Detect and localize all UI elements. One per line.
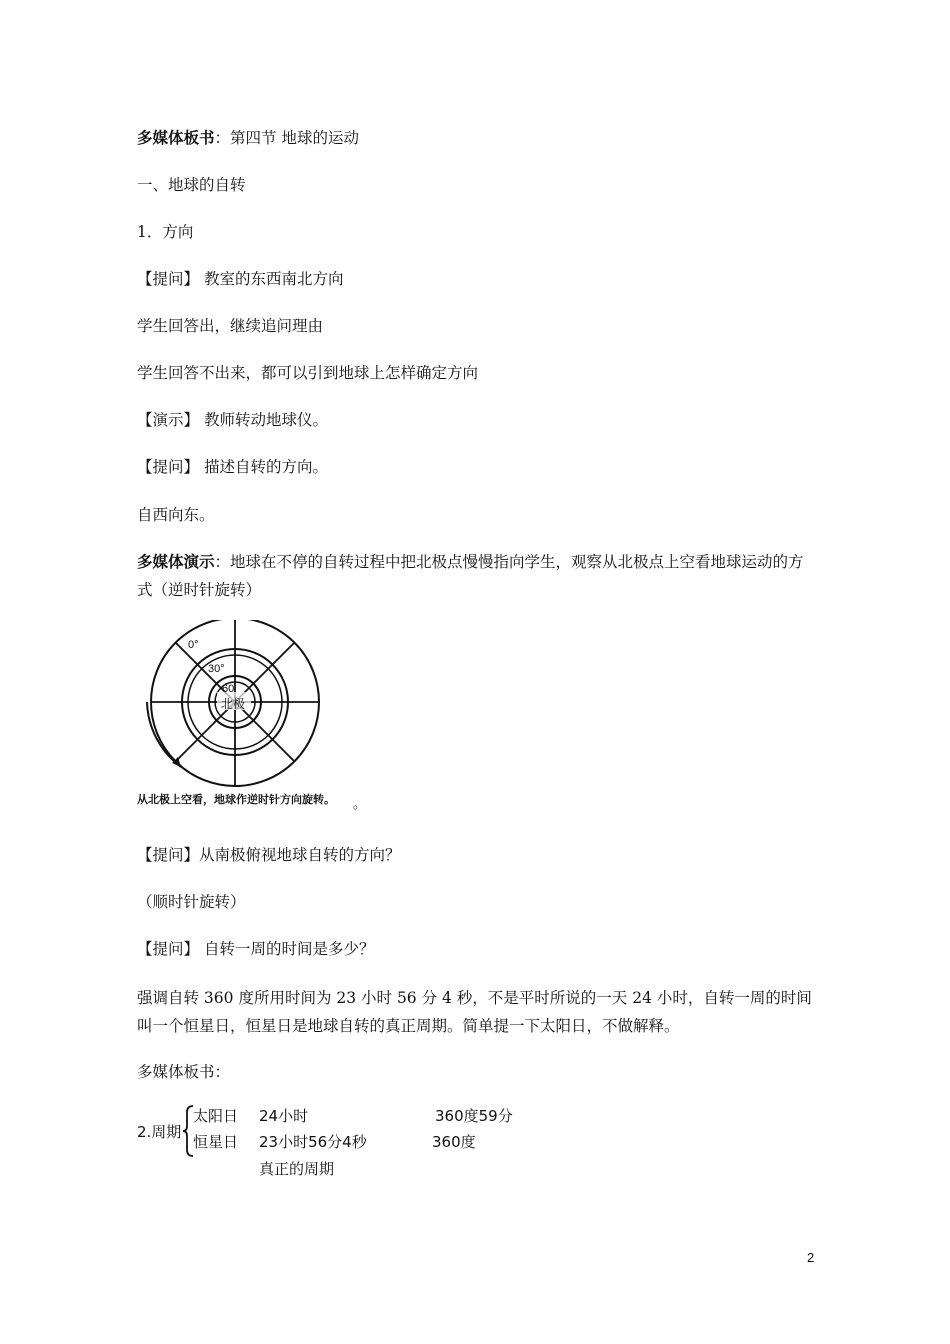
caption-period: 。 <box>353 797 367 812</box>
paragraph-3: 强调自转 360 度所用时间为 23 小时 56 分 4 秒，不是平时所说的一天 24 小时，自转一周的时间叫一个恒星日，恒星日是地球自转的真正周期。简单提一下太阳日，不做解释。 <box>137 989 812 1035</box>
demo-tag: 【演示】 <box>137 411 200 429</box>
period-label: 2.周期 <box>137 1123 182 1141</box>
pole-label: 北极 <box>221 697 246 711</box>
question-tag: 【提问】 <box>137 846 200 864</box>
paragraph-1: 学生回答出，继续追问理由 <box>137 317 324 335</box>
solar-day-label: 太阳日 <box>193 1107 239 1125</box>
true-period-note: 真正的周期 <box>259 1160 335 1178</box>
demo-colon: ： <box>214 553 231 571</box>
question-1 <box>137 269 343 289</box>
answer-3: （顺时针旋转） <box>137 893 246 911</box>
board-colon: ： <box>214 129 231 147</box>
board-2: 多媒体板书： <box>137 1063 231 1081</box>
label-60: 60 <box>222 683 235 695</box>
solar-day-degree: 360度59分 <box>435 1107 513 1125</box>
question-text: 从南极俯视地球自转的方向？ <box>199 846 401 864</box>
demo-1 <box>137 410 328 430</box>
demo-2 <box>137 548 817 604</box>
question-tag: 【提问】 <box>137 270 200 288</box>
figure-caption: 从北极上空看，地球作逆时针方向旋转。 <box>137 793 335 806</box>
question-tag: 【提问】 <box>137 940 200 958</box>
sidereal-day-label: 恒星日 <box>193 1133 239 1151</box>
label-0: 0° <box>188 639 199 651</box>
section-heading: 一、地球的自转 <box>137 176 246 194</box>
page-number: 2 <box>807 1250 815 1265</box>
question-2 <box>137 457 328 477</box>
board-title <box>137 128 359 148</box>
sidereal-day-time: 23小时56分4秒 <box>259 1133 367 1151</box>
period-table <box>137 1100 657 1190</box>
board-label: 多媒体板书 <box>137 128 215 147</box>
board-text: 第四节 地球的运动 <box>230 129 359 147</box>
question-text: 自转一周的时间是多少？ <box>199 940 375 958</box>
question-text: 描述自转的方向。 <box>199 458 328 476</box>
question-3 <box>137 845 401 865</box>
demo-label: 多媒体演示 <box>137 552 215 571</box>
demo-text: 教师转动地球仪。 <box>199 411 328 429</box>
sidereal-day-degree: 360度 <box>432 1133 476 1151</box>
demo-text: 地球在不停的自转过程中把北极点慢慢指向学生，观察从北极点上空看地球运动的方式（逆时针旋转） <box>137 553 804 599</box>
label-30: 30° <box>208 663 225 675</box>
paragraph-2: 学生回答不出来，都可以引到地球上怎样确定方向 <box>137 364 479 382</box>
polar-diagram <box>137 620 377 815</box>
subsection-heading: 1．方向 <box>137 223 194 241</box>
question-4 <box>137 939 374 959</box>
question-tag: 【提问】 <box>137 458 200 476</box>
question-text: 教室的东西南北方向 <box>199 270 344 288</box>
solar-day-time: 24小时 <box>259 1107 309 1125</box>
rotation-figure <box>137 620 377 819</box>
answer-2: 自西向东。 <box>137 506 215 524</box>
